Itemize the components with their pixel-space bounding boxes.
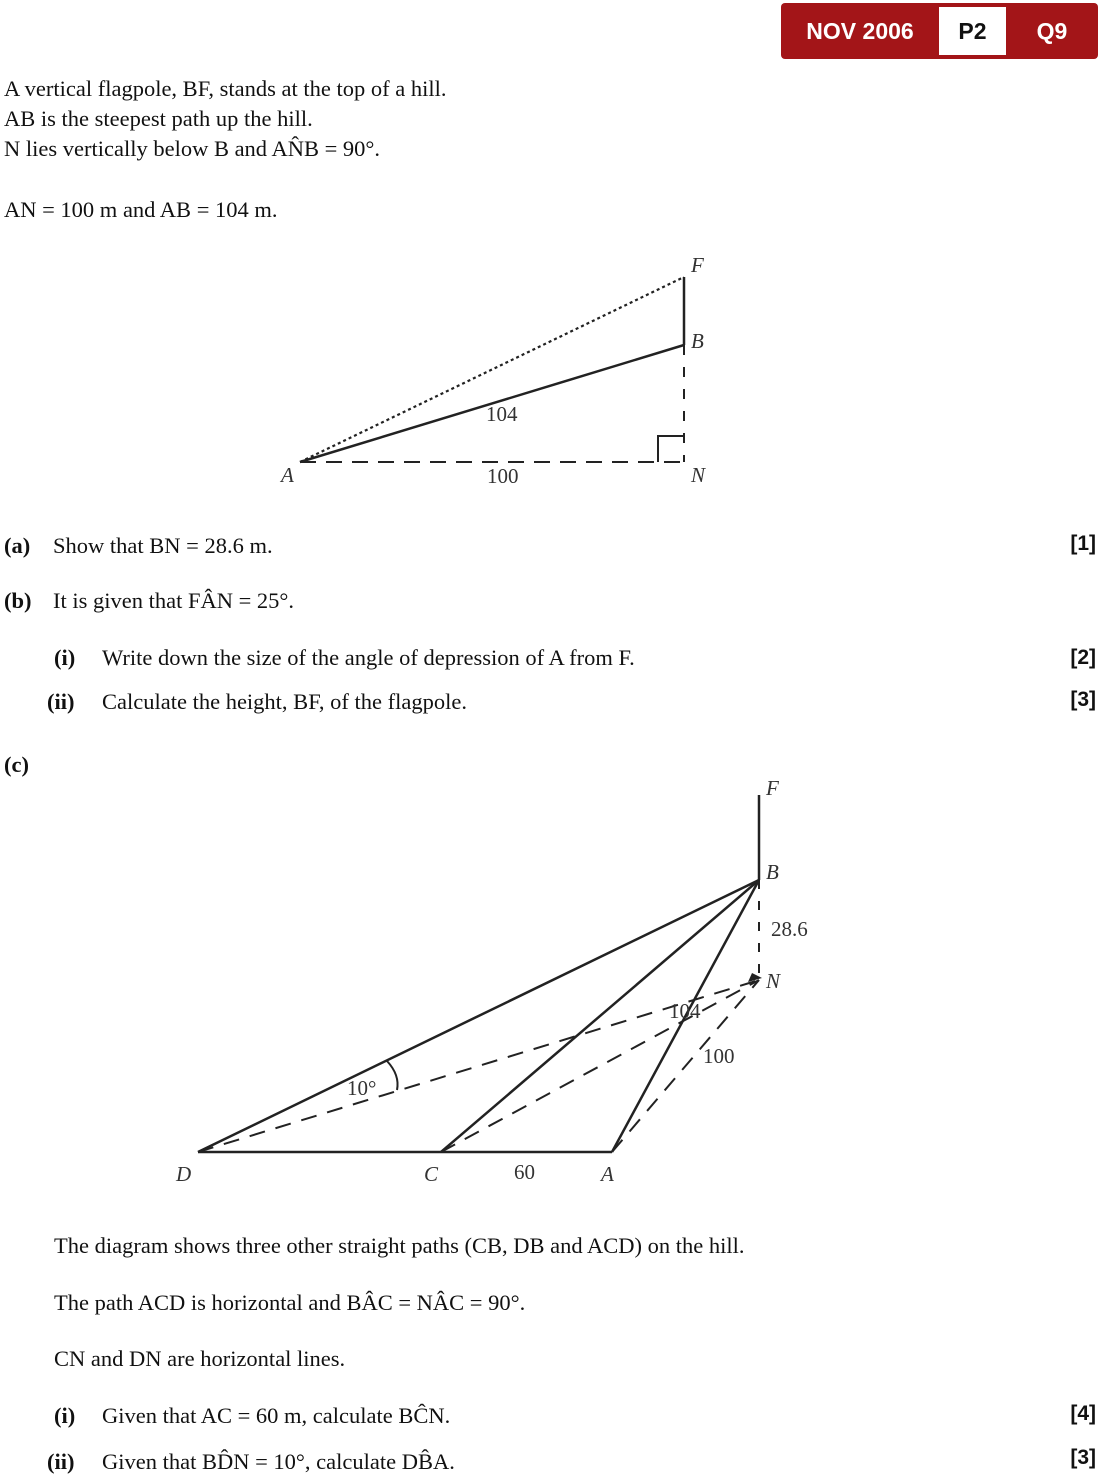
part-b-label: (b) [4, 588, 32, 613]
part-c-desc-3: CN and DN are horizontal lines. [54, 1346, 346, 1371]
question-number: Q9 [1036, 18, 1068, 44]
angle-arc-10 [387, 1061, 398, 1090]
label-angle-10: 10° [347, 1076, 377, 1100]
label-a: A [601, 1162, 614, 1186]
paper-label: P2 [939, 7, 1006, 55]
label-f: F [766, 776, 779, 800]
part-b-ii [47, 687, 467, 717]
part-b-i-label: (i) [54, 645, 76, 670]
session-label: NOV 2006 [806, 18, 914, 44]
part-c-i-text: Given that AC = 60 m, calculate BĈN. [102, 1403, 451, 1428]
label-b: B [766, 860, 779, 884]
part-c-i-marks: [4] [1070, 1402, 1096, 1425]
line-cb [441, 880, 759, 1152]
label-an-length: 100 [487, 464, 519, 488]
intro-line-1: A vertical flagpole, BF, stands at the top of a hill. [4, 76, 447, 101]
part-a-marks: [1] [1070, 532, 1096, 555]
intro-line-4: AN = 100 m and AB = 104 m. [4, 197, 278, 222]
part-b-ii-text: Calculate the height, BF, of the flagpole. [102, 689, 467, 714]
part-c-ii [47, 1447, 455, 1477]
label-f: F [691, 253, 704, 277]
line-af-dotted [300, 277, 684, 462]
part-b-ii-label: (ii) [47, 689, 75, 714]
intro-line-3: N lies vertically below B and AN̂B = 90°. [4, 136, 381, 161]
part-c-desc-2: The path ACD is horizontal and BÂC = NÂC = 90°. [54, 1290, 526, 1315]
label-n: N [766, 969, 781, 993]
label-n: N [691, 463, 706, 487]
part-a [4, 531, 273, 561]
part-c-ii-marks: [3] [1070, 1446, 1096, 1469]
label-an-length: 100 [703, 1044, 735, 1068]
flagpole-diagram [0, 250, 1100, 495]
label-d: D [176, 1162, 192, 1186]
hill-paths-diagram [0, 770, 1100, 1190]
label-ab-length: 104 [669, 999, 701, 1023]
intro-line-2: AB is the steepest path up the hill. [4, 106, 313, 131]
right-angle-mark [658, 436, 684, 462]
label-ab-length: 104 [486, 402, 518, 426]
part-b-i-text: Write down the size of the angle of depression of A from F. [102, 645, 635, 670]
label-ac-length: 60 [514, 1160, 535, 1184]
label-a: A [281, 463, 294, 487]
label-c: C [424, 1162, 439, 1186]
label-bn-length: 28.6 [771, 917, 808, 941]
part-b [4, 586, 295, 616]
question-badge [781, 3, 1098, 59]
part-a-label: (a) [4, 533, 31, 558]
part-b-text: It is given that FÂN = 25°. [53, 588, 295, 613]
part-b-ii-marks: [3] [1070, 688, 1096, 711]
label-b: B [691, 329, 704, 353]
part-b-i [54, 643, 635, 673]
part-c-ii-label: (ii) [47, 1449, 75, 1474]
part-a-text: Show that BN = 28.6 m. [53, 533, 273, 558]
part-c-i [54, 1401, 451, 1431]
part-b-i-marks: [2] [1070, 646, 1096, 669]
part-c-i-label: (i) [54, 1403, 76, 1428]
part-c-ii-text: Given that BD̂N = 10°, calculate DB̂A. [102, 1449, 455, 1474]
part-c-desc-1: The diagram shows three other straight paths (CB, DB and ACD) on the hill. [54, 1233, 745, 1258]
part-c-label: (c) [4, 752, 29, 777]
